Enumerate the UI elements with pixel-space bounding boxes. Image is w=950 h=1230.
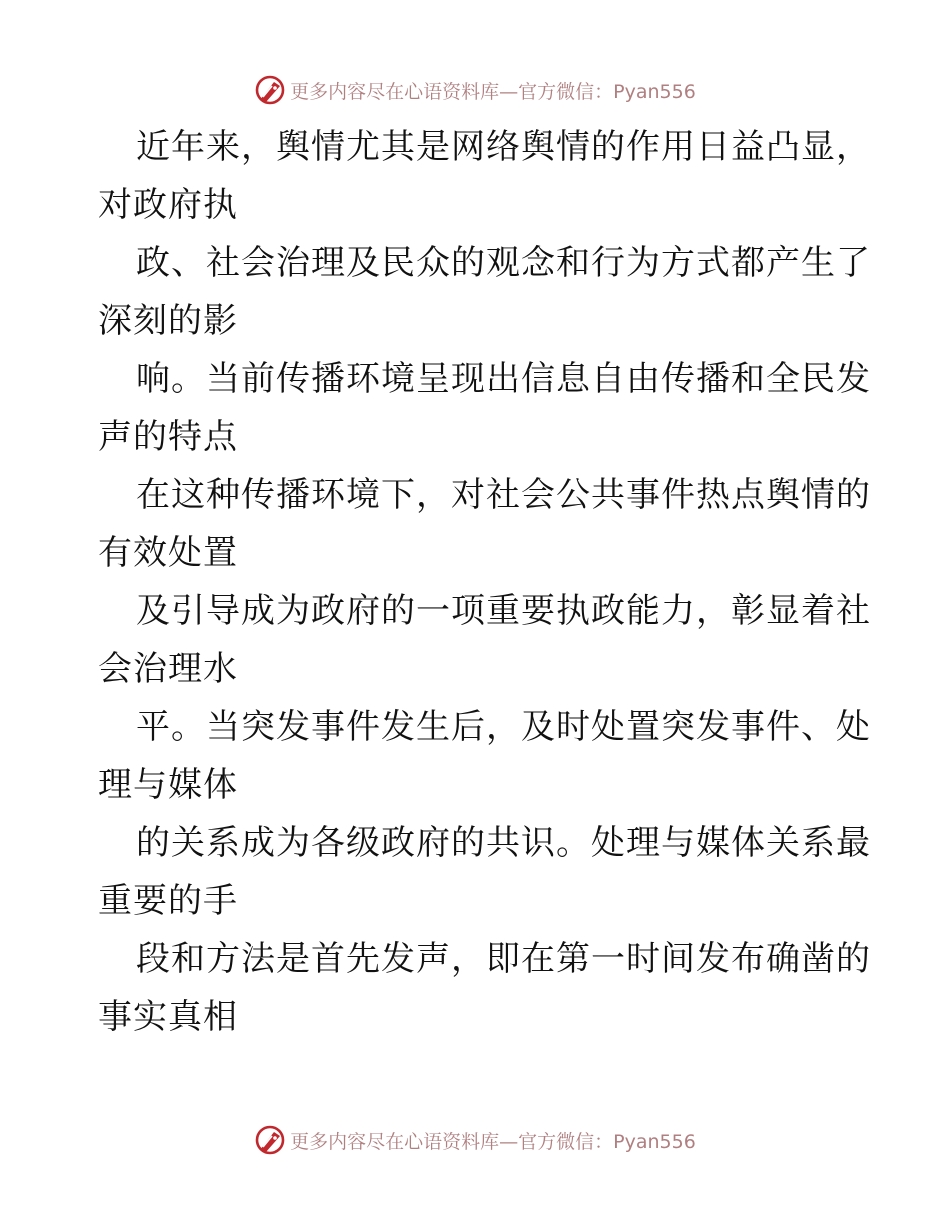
header-banner-text: 更多内容尽在心语资料库—官方微信： [290,80,614,103]
body-line: 在这种传播环境下，对社会公共事件热点舆情的 [136,475,871,515]
body-line: 政、社会治理及民众的观念和行为方式都产生了 [136,243,871,283]
pen-nib-logo-icon [254,74,286,106]
body-line: 的关系成为各级政府的共识。处理与媒体关系最 [136,823,871,863]
body-line: 响。当前传播环境呈现出信息自由传播和全民发 [136,359,871,399]
document-body [98,118,871,1046]
body-line: 近年来，舆情尤其是网络舆情的作用日益凸显， [136,127,871,167]
header-banner [0,70,950,110]
body-line: 对政府执 [98,185,238,225]
pen-nib-logo-icon [254,1124,286,1156]
footer-banner-text: 更多内容尽在心语资料库—官方微信： [290,1130,614,1153]
body-line: 深刻的影 [98,301,238,341]
body-line: 事实真相 [98,997,238,1037]
body-line: 重要的手 [98,881,238,921]
body-line: 会治理水 [98,649,238,689]
body-line: 有效处置 [98,533,238,573]
body-line: 声的特点 [98,417,238,457]
header-wechat-id: Pyan556 [613,80,696,103]
body-line: 段和方法是首先发声，即在第一时间发布确凿的 [136,939,871,979]
body-line: 理与媒体 [98,765,238,805]
footer-banner [0,1120,950,1160]
body-line: 及引导成为政府的一项重要执政能力，彰显着社 [136,591,871,631]
body-line: 平。当突发事件发生后，及时处置突发事件、处 [136,707,871,747]
footer-wechat-id: Pyan556 [613,1130,696,1153]
